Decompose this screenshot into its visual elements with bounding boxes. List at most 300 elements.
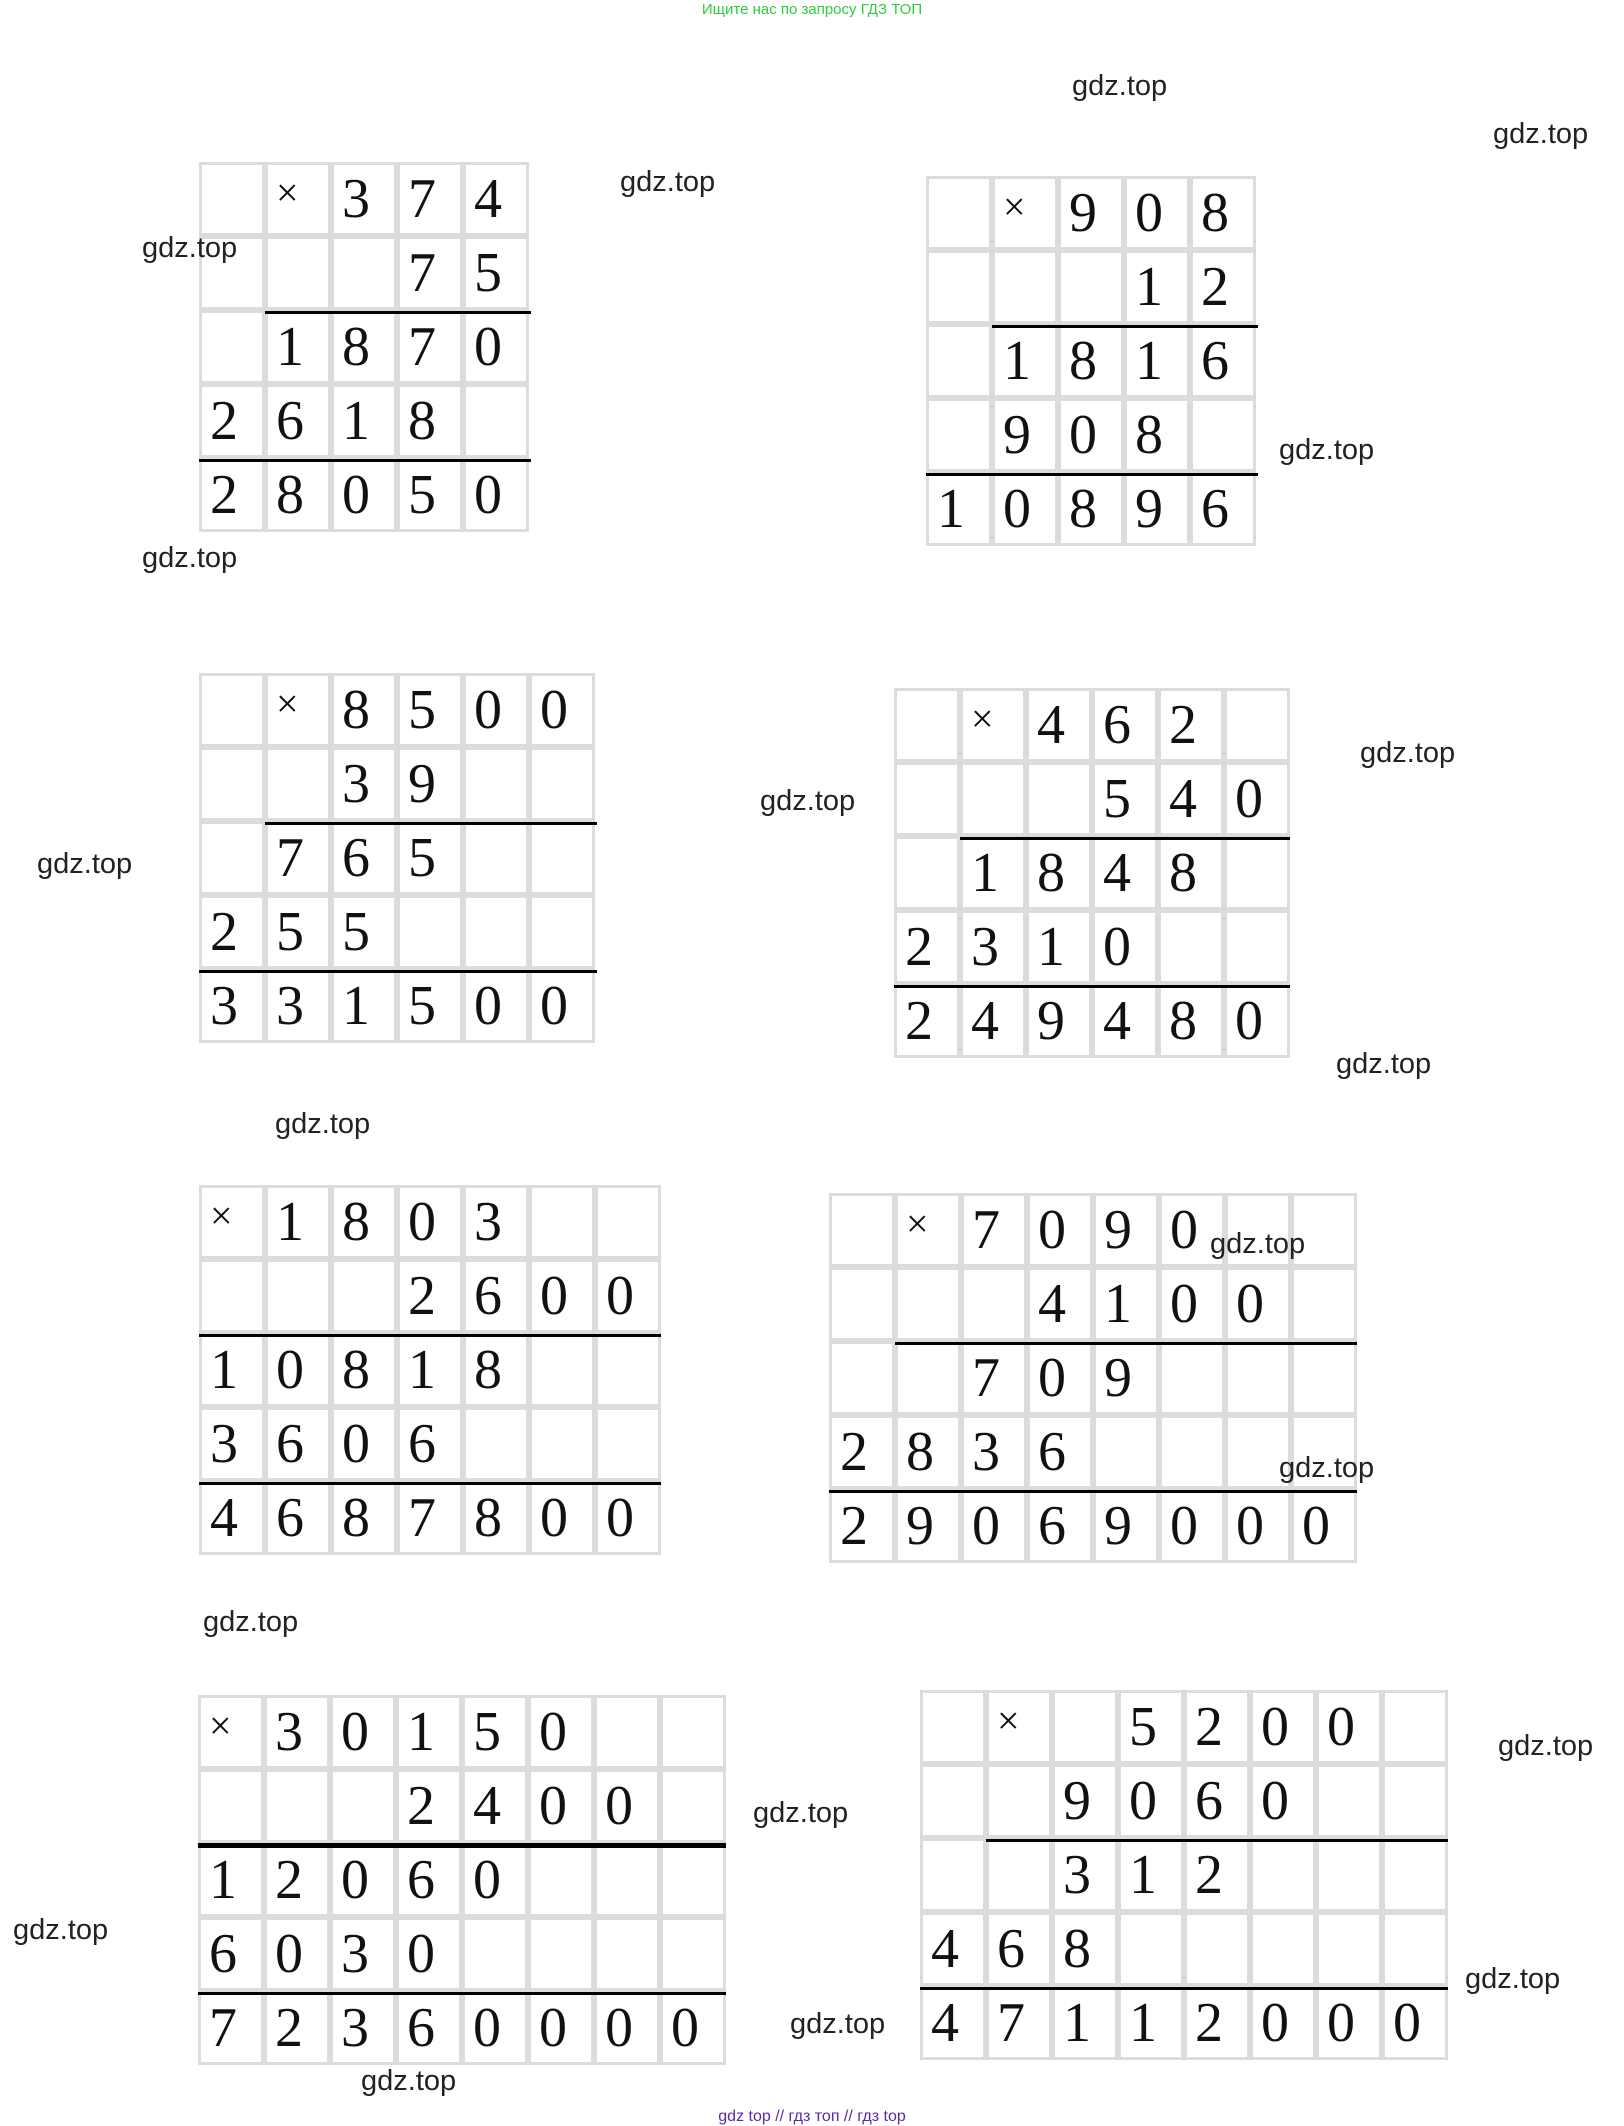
digit-cell: 9 [1026,984,1092,1058]
digit-cell: 8 [1052,1912,1118,1986]
digit-cell: 0 [330,1843,396,1917]
digit-cell: 8 [331,1481,397,1555]
digit-cell: 1 [1118,1986,1184,2060]
digit-cell: 0 [331,458,397,532]
digit-cell: 3 [264,1695,330,1769]
digit-cell: 0 [463,458,529,532]
digit-cell [199,310,265,384]
result-line [199,1482,661,1485]
digit-cell [1291,1267,1357,1341]
digit-cell [1224,688,1290,762]
digit-cell: 0 [462,1991,528,2065]
digit-cell [1058,250,1124,324]
watermark: gdz.top [142,232,238,264]
digit-cell: 8 [397,384,463,458]
digit-cell: 5 [397,673,463,747]
multiplication-grid-3 [199,673,595,1043]
watermark: gdz.top [275,1108,371,1140]
digit-cell [829,1267,895,1341]
digit-cell: 3 [265,969,331,1043]
digit-cell: 0 [1250,1986,1316,2060]
result-line [920,1987,1448,1990]
digit-cell [595,1407,661,1481]
underline [265,822,597,825]
digit-cell: 2 [894,984,960,1058]
digit-cell: 6 [463,1259,529,1333]
digit-cell [894,762,960,836]
digit-cell: 9 [1058,176,1124,250]
digit-cell [894,688,960,762]
digit-cell: 1 [199,1333,265,1407]
digit-cell: 3 [330,1991,396,2065]
digit-cell: 2 [199,384,265,458]
digit-cell [926,398,992,472]
digit-cell [199,1259,265,1333]
header-banner: Ищите нас по запросу ГДЗ ТОП [701,1,923,18]
digit-cell: 1 [331,384,397,458]
digit-cell: 2 [396,1769,462,1843]
underline [199,1334,661,1337]
digit-cell: 2 [1184,1986,1250,2060]
digit-cell: 2 [894,910,960,984]
digit-cell: 5 [462,1695,528,1769]
digit-cell: 0 [529,673,595,747]
digit-cell [265,1259,331,1333]
digit-cell: 0 [1316,1690,1382,1764]
digit-cell: 4 [1026,688,1092,762]
underline [198,1843,726,1848]
digit-cell: 0 [396,1917,462,1991]
digit-cell: 3 [331,747,397,821]
digit-cell: 3 [199,1407,265,1481]
digit-cell: 0 [1092,910,1158,984]
digit-cell: 4 [1092,836,1158,910]
digit-cell: 8 [331,1333,397,1407]
digit-cell: 6 [265,384,331,458]
digit-cell [986,1764,1052,1838]
digit-cell: 4 [960,984,1026,1058]
digit-cell: 7 [397,310,463,384]
digit-cell: 1 [960,836,1026,910]
digit-cell [1250,1838,1316,1912]
digit-cell: 8 [1158,984,1224,1058]
digit-cell: 0 [463,310,529,384]
digit-cell: 0 [1225,1267,1291,1341]
digit-cell [1224,910,1290,984]
digit-cell: 8 [331,1185,397,1259]
watermark: gdz.top [1465,1963,1561,1995]
multiplication-grid-1 [199,162,529,532]
digit-cell: 9 [1093,1489,1159,1563]
digit-cell: 0 [1027,1193,1093,1267]
digit-cell: 4 [920,1986,986,2060]
digit-cell: 0 [1316,1986,1382,2060]
watermark: gdz.top [1210,1228,1306,1260]
multiply-sign: × [986,1690,1052,1764]
digit-cell [265,747,331,821]
digit-cell: 0 [992,472,1058,546]
digit-cell [463,895,529,969]
digit-cell: 4 [1158,762,1224,836]
digit-cell [463,747,529,821]
digit-cell [1158,910,1224,984]
digit-cell [529,1185,595,1259]
digit-cell [926,176,992,250]
digit-cell [1190,398,1256,472]
digit-cell: 8 [463,1481,529,1555]
digit-cell: 7 [397,236,463,310]
digit-cell: 0 [1159,1267,1225,1341]
digit-cell [920,1764,986,1838]
digit-cell: 0 [1118,1764,1184,1838]
digit-cell: 2 [829,1489,895,1563]
digit-cell [986,1838,1052,1912]
multiply-sign: × [992,176,1058,250]
watermark: gdz.top [760,785,856,817]
digit-cell [920,1690,986,1764]
digit-cell: 0 [1250,1690,1316,1764]
digit-cell: 9 [1124,472,1190,546]
watermark: gdz.top [1072,70,1168,102]
digit-cell: 1 [265,310,331,384]
digit-cell [594,1917,660,1991]
multiplication-grid-2 [926,176,1256,546]
digit-cell: 9 [1052,1764,1118,1838]
digit-cell [1250,1912,1316,1986]
digit-cell [462,1917,528,1991]
multiplication-grid-4 [894,688,1290,1058]
digit-cell: 2 [264,1991,330,2065]
digit-cell [1118,1912,1184,1986]
digit-cell: 1 [1124,250,1190,324]
multiply-sign: × [960,688,1026,762]
digit-cell: 0 [529,1259,595,1333]
digit-cell [961,1267,1027,1341]
digit-cell: 7 [961,1341,1027,1415]
digit-cell: 8 [1190,176,1256,250]
digit-cell [926,324,992,398]
result-line [926,473,1258,476]
digit-cell: 1 [1124,324,1190,398]
watermark: gdz.top [1498,1730,1594,1762]
digit-cell: 7 [961,1193,1027,1267]
watermark: gdz.top [753,1797,849,1829]
digit-cell: 0 [330,1695,396,1769]
digit-cell: 8 [463,1333,529,1407]
digit-cell: 0 [660,1991,726,2065]
digit-cell: 8 [1026,836,1092,910]
digit-cell: 5 [331,895,397,969]
digit-cell: 2 [397,1259,463,1333]
digit-cell: 3 [1052,1838,1118,1912]
digit-cell: 6 [986,1912,1052,1986]
digit-cell [1224,836,1290,910]
digit-cell [660,1917,726,1991]
digit-cell [1026,762,1092,836]
digit-cell [528,1843,594,1917]
digit-cell: 9 [1093,1341,1159,1415]
digit-cell: 3 [330,1917,396,1991]
digit-cell: 0 [528,1695,594,1769]
watermark: gdz.top [142,542,238,574]
digit-cell: 0 [1027,1341,1093,1415]
digit-cell: 0 [529,969,595,1043]
digit-cell: 0 [594,1769,660,1843]
digit-cell: 1 [265,1185,331,1259]
digit-cell: 0 [265,1333,331,1407]
digit-cell: 8 [1058,472,1124,546]
digit-cell [594,1843,660,1917]
digit-cell [894,836,960,910]
digit-cell: 0 [463,673,529,747]
digit-cell: 3 [960,910,1026,984]
digit-cell: 1 [397,1333,463,1407]
digit-cell [198,1769,264,1843]
digit-cell: 7 [986,1986,1052,2060]
digit-cell: 1 [396,1695,462,1769]
digit-cell: 0 [1058,398,1124,472]
digit-cell: 8 [1158,836,1224,910]
digit-cell [1382,1838,1448,1912]
digit-cell: 6 [1027,1489,1093,1563]
digit-cell: 5 [397,821,463,895]
digit-cell [463,821,529,895]
digit-cell: 8 [895,1415,961,1489]
multiply-sign: × [199,1185,265,1259]
digit-cell: 5 [265,895,331,969]
digit-cell: 3 [463,1185,529,1259]
digit-cell [595,1185,661,1259]
digit-cell [397,895,463,969]
digit-cell [595,1333,661,1407]
digit-cell: 9 [895,1489,961,1563]
digit-cell: 0 [1124,176,1190,250]
watermark: gdz.top [37,848,133,880]
digit-cell: 0 [528,1991,594,2065]
digit-cell [330,1769,396,1843]
watermark: gdz.top [790,2008,886,2040]
watermark: gdz.top [1493,118,1589,150]
result-line [199,970,597,973]
watermark: gdz.top [1279,434,1375,466]
digit-cell: 0 [595,1481,661,1555]
digit-cell [331,236,397,310]
digit-cell [1382,1764,1448,1838]
digit-cell: 3 [199,969,265,1043]
digit-cell: 0 [1250,1764,1316,1838]
digit-cell [463,1407,529,1481]
digit-cell: 1 [1118,1838,1184,1912]
digit-cell [895,1267,961,1341]
digit-cell: 0 [1224,762,1290,836]
digit-cell [895,1341,961,1415]
digit-cell [463,384,529,458]
result-line [198,1992,726,1995]
digit-cell: 3 [331,162,397,236]
digit-cell [199,747,265,821]
digit-cell: 1 [926,472,992,546]
digit-cell: 6 [397,1407,463,1481]
digit-cell [1093,1415,1159,1489]
underline [960,837,1290,840]
digit-cell: 8 [331,673,397,747]
multiply-sign: × [265,162,331,236]
digit-cell [529,895,595,969]
digit-cell [829,1341,895,1415]
digit-cell [1316,1764,1382,1838]
digit-cell [529,1333,595,1407]
digit-cell: 2 [1158,688,1224,762]
digit-cell [1052,1690,1118,1764]
digit-cell: 0 [961,1489,1027,1563]
digit-cell: 5 [1118,1690,1184,1764]
digit-cell [594,1695,660,1769]
digit-cell: 5 [463,236,529,310]
watermark: gdz.top [203,1606,299,1638]
digit-cell: 1 [331,969,397,1043]
digit-cell: 6 [1027,1415,1093,1489]
digit-cell: 8 [265,458,331,532]
digit-cell: 0 [463,969,529,1043]
digit-cell: 5 [397,969,463,1043]
digit-cell: 6 [265,1407,331,1481]
digit-cell: 1 [198,1843,264,1917]
footer-banner: gdz top // гдз топ // гдз top [718,2108,906,2125]
digit-cell: 0 [1382,1986,1448,2060]
digit-cell: 4 [462,1769,528,1843]
digit-cell: 4 [199,1481,265,1555]
digit-cell: 2 [264,1843,330,1917]
digit-cell [264,1769,330,1843]
digit-cell: 0 [528,1769,594,1843]
digit-cell [1225,1341,1291,1415]
digit-cell [199,821,265,895]
digit-cell [529,821,595,895]
digit-cell: 1 [992,324,1058,398]
digit-cell [199,673,265,747]
digit-cell: 6 [396,1843,462,1917]
digit-cell: 2 [1184,1838,1250,1912]
digit-cell: 6 [396,1991,462,2065]
digit-cell: 6 [1190,472,1256,546]
digit-cell [829,1193,895,1267]
digit-cell [529,747,595,821]
digit-cell [1382,1690,1448,1764]
digit-cell: 9 [1093,1193,1159,1267]
digit-cell: 0 [397,1185,463,1259]
digit-cell: 1 [1093,1267,1159,1341]
digit-cell: 0 [331,1407,397,1481]
multiplication-grid-5 [199,1185,661,1555]
digit-cell: 6 [1092,688,1158,762]
digit-cell [660,1695,726,1769]
result-line [829,1490,1357,1493]
digit-cell [331,1259,397,1333]
digit-cell [992,250,1058,324]
multiply-sign: × [265,673,331,747]
multiplication-grid-8 [920,1690,1448,2060]
watermark: gdz.top [1360,737,1456,769]
digit-cell: 8 [1058,324,1124,398]
underline [895,1342,1357,1345]
digit-cell: 5 [397,458,463,532]
digit-cell: 3 [961,1415,1027,1489]
underline [986,1839,1448,1842]
digit-cell [926,250,992,324]
digit-cell [1382,1912,1448,1986]
digit-cell [1159,1415,1225,1489]
digit-cell: 5 [1092,762,1158,836]
multiply-sign: × [198,1695,264,1769]
watermark: gdz.top [13,1914,109,1946]
digit-cell [1316,1838,1382,1912]
underline [992,325,1258,328]
digit-cell [1316,1912,1382,1986]
digit-cell: 1 [1026,910,1092,984]
multiply-sign: × [895,1193,961,1267]
digit-cell: 2 [1184,1690,1250,1764]
digit-cell: 0 [595,1259,661,1333]
digit-cell: 9 [992,398,1058,472]
digit-cell [528,1917,594,1991]
multiplication-grid-7 [198,1695,726,2065]
result-line [894,985,1290,988]
digit-cell: 0 [1224,984,1290,1058]
watermark: gdz.top [1336,1048,1432,1080]
digit-cell: 0 [1225,1489,1291,1563]
digit-cell: 0 [1159,1193,1225,1267]
digit-cell: 6 [1190,324,1256,398]
digit-cell [1184,1912,1250,1986]
digit-cell: 4 [920,1912,986,1986]
digit-cell: 2 [199,458,265,532]
digit-cell: 4 [463,162,529,236]
digit-cell: 4 [1027,1267,1093,1341]
digit-cell: 7 [198,1991,264,2065]
result-line [199,459,531,462]
digit-cell [960,762,1026,836]
digit-cell: 2 [199,895,265,969]
digit-cell: 8 [331,310,397,384]
digit-cell [265,236,331,310]
digit-cell: 0 [529,1481,595,1555]
digit-cell: 7 [397,1481,463,1555]
digit-cell: 0 [264,1917,330,1991]
digit-cell: 2 [829,1415,895,1489]
watermark: gdz.top [620,166,716,198]
digit-cell: 0 [1159,1489,1225,1563]
digit-cell [1159,1341,1225,1415]
digit-cell: 4 [1092,984,1158,1058]
digit-cell [199,162,265,236]
watermark: gdz.top [361,2065,457,2097]
digit-cell [920,1838,986,1912]
digit-cell: 6 [265,1481,331,1555]
digit-cell: 9 [397,747,463,821]
digit-cell: 0 [1291,1489,1357,1563]
watermark: gdz.top [1279,1452,1375,1484]
digit-cell [660,1843,726,1917]
digit-cell [529,1407,595,1481]
digit-cell: 6 [331,821,397,895]
digit-cell [660,1769,726,1843]
digit-cell: 1 [1052,1986,1118,2060]
digit-cell: 0 [594,1991,660,2065]
digit-cell: 7 [397,162,463,236]
digit-cell: 6 [198,1917,264,1991]
digit-cell: 2 [1190,250,1256,324]
underline [265,311,531,314]
